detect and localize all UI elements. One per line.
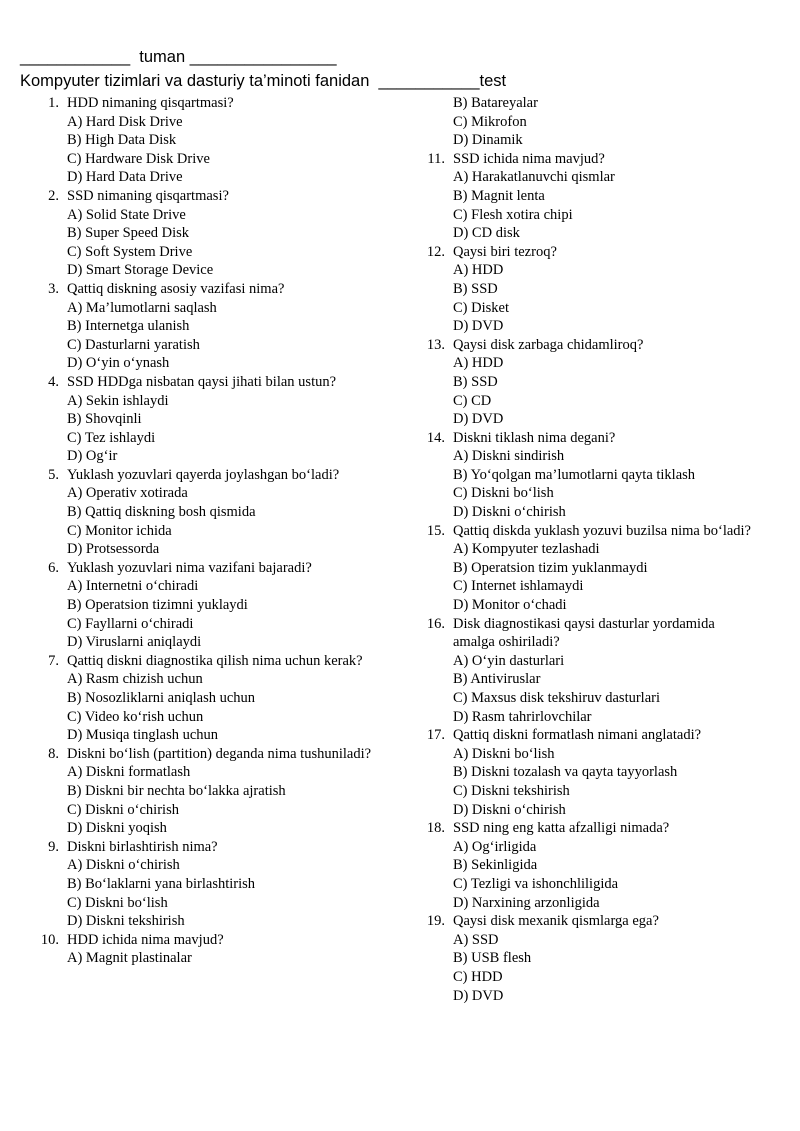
answer-option: C) Dasturlarni yaratish xyxy=(67,336,200,353)
answer-option: D) DVD xyxy=(453,987,504,1004)
question-number: 15. xyxy=(426,522,445,539)
question-text: SSD ning eng katta afzalligi nimada? xyxy=(453,820,670,837)
answer-option: D) DVD xyxy=(453,411,504,428)
question-text: Qaysi disk zarbaga chidamliroq? xyxy=(453,336,644,353)
question-item xyxy=(423,819,753,912)
answer-option: B) Antiviruslar xyxy=(453,671,541,688)
answer-option: B) Sekinligida xyxy=(453,857,538,874)
question-item xyxy=(423,522,753,615)
answer-option: D) Hard Data Drive xyxy=(67,169,183,186)
answer-option: B) Qattiq diskning bosh qismida xyxy=(67,504,256,521)
answer-option: C) CD xyxy=(453,392,492,409)
answer-option: B) Operatsion tizim yuklanmaydi xyxy=(453,559,648,576)
answer-option: A) HDD xyxy=(453,262,504,279)
question-number: 9. xyxy=(48,838,59,855)
answer-option: C) Diskni tekshirish xyxy=(453,782,570,799)
question-number: 18. xyxy=(426,820,445,837)
question-item xyxy=(37,559,397,652)
question-item xyxy=(423,615,753,727)
question-item xyxy=(423,912,753,1005)
question-text: Qaysi biri tezroq? xyxy=(453,243,557,260)
question-number: 19. xyxy=(426,913,445,930)
question-item xyxy=(423,243,753,336)
answer-option: D) O‘yin o‘ynash xyxy=(67,355,170,372)
question-number: 3. xyxy=(48,280,59,297)
answer-option: C) Monitor ichida xyxy=(67,522,172,539)
answer-option: B) Nosozliklarni aniqlash uchun xyxy=(67,690,256,706)
question-item xyxy=(37,466,397,559)
answer-option: B) Super Speed Disk xyxy=(67,225,190,242)
test-title: Kompyuter tizimlari va dasturiy ta’minoti fanidan ___________test xyxy=(20,72,507,90)
answer-option: A) O‘yin dasturlari xyxy=(453,652,565,669)
question-number: 5. xyxy=(48,466,59,483)
answer-option: C) Tezligi va ishonchliligida xyxy=(453,875,619,892)
question-number: 6. xyxy=(48,559,59,576)
question-number: 16. xyxy=(426,615,445,632)
answer-option: A) HDD xyxy=(453,355,504,372)
question-item xyxy=(37,838,397,931)
question-item xyxy=(37,931,397,968)
answer-option: B) SSD xyxy=(453,373,498,390)
question-item xyxy=(37,652,397,745)
answer-option: D) Rasm tahrirlovchilar xyxy=(453,708,592,725)
answer-option: B) Diskni bir nechta bo‘lakka ajratish xyxy=(67,782,286,799)
answer-option: A) Solid State Drive xyxy=(67,206,186,223)
left-column xyxy=(37,94,397,968)
question-10-continuation xyxy=(423,94,753,150)
question-text: SSD HDDga nisbatan qaysi jihati bilan ustun? xyxy=(67,373,337,390)
answer-option: D) Og‘ir xyxy=(67,448,118,465)
question-text: Qattiq diskning asosiy vazifasi nima? xyxy=(67,280,285,297)
answer-option: C) Video ko‘rish uchun xyxy=(67,708,204,725)
answer-option: A) Internetni o‘chiradi xyxy=(67,578,199,595)
question-number: 14. xyxy=(426,429,445,446)
question-number: 11. xyxy=(427,150,445,167)
answer-option: A) Operativ xotirada xyxy=(67,485,188,502)
answer-option: B) USB flesh xyxy=(453,950,532,967)
question-text: Yuklash yozuvlari nima vazifani bajaradi? xyxy=(67,559,312,576)
question-number: 1. xyxy=(48,95,59,111)
question-number: 12. xyxy=(426,243,445,260)
answer-option: C) Disket xyxy=(453,299,509,316)
answer-option: D) Diskni o‘chirish xyxy=(453,504,566,521)
question-item xyxy=(423,726,753,819)
question-text: Diskni tiklash nima degani? xyxy=(453,429,616,446)
question-item xyxy=(37,280,397,373)
question-item xyxy=(423,150,753,243)
question-text: Diskni bo‘lish (partition) deganda nima tushuniladi? xyxy=(67,745,372,762)
answer-option: C) Flesh xotira chipi xyxy=(453,206,573,223)
answer-option: B) Internetga ulanish xyxy=(67,318,190,335)
answer-option: B) Shovqinli xyxy=(67,411,142,428)
question-item xyxy=(37,373,397,466)
right-questions xyxy=(423,150,753,1005)
answer-option: C) Soft System Drive xyxy=(67,243,193,260)
answer-option: D) Musiqa tinglash uchun xyxy=(67,727,219,744)
answer-option: C) HDD xyxy=(453,968,503,985)
answer-option: D) Dinamik xyxy=(453,132,523,149)
answer-option: B) Magnit lenta xyxy=(453,187,545,204)
answer-option: C) Diskni bo‘lish xyxy=(67,894,168,911)
question-item xyxy=(37,745,397,838)
answer-option: C) Internet ishlamaydi xyxy=(453,578,584,595)
answer-option: A) Sekin ishlaydi xyxy=(67,392,169,409)
district-line: ____________ tuman ________________ xyxy=(20,48,337,66)
answer-option: D) Diskni o‘chirish xyxy=(453,801,566,818)
question-text: Qattiq diskni formatlash nimani anglatadi? xyxy=(453,727,702,744)
answer-option: A) Hard Disk Drive xyxy=(67,113,183,130)
answer-option: D) Diskni tekshirish xyxy=(67,913,185,930)
question-item xyxy=(37,94,397,187)
question-item xyxy=(37,187,397,280)
answer-option: A) Ma’lumotlarni saqlash xyxy=(67,299,217,316)
question-number: 2. xyxy=(48,187,59,204)
question-text: Disk diagnostikasi qaysi dasturlar yordamida amalga oshiriladi? xyxy=(453,615,715,651)
question-item xyxy=(423,429,753,522)
answer-option: B) Operatsion tizimni yuklaydi xyxy=(67,597,248,614)
answer-option: D) DVD xyxy=(453,318,504,335)
question-number: 8. xyxy=(48,745,59,762)
question-text: SSD nimaning qisqartmasi? xyxy=(67,187,229,204)
answer-option: A) Diskni sindirish xyxy=(453,448,565,465)
answer-option: C) Tez ishlaydi xyxy=(67,429,156,446)
question-text: Qattiq diskni diagnostika qilish nima uchun kerak? xyxy=(67,652,363,669)
answer-option: A) Magnit plastinalar xyxy=(67,950,192,967)
answer-option: A) Diskni formatlash xyxy=(67,764,191,781)
answer-option: A) Harakatlanuvchi qismlar xyxy=(453,169,615,186)
answer-option: C) Diskni o‘chirish xyxy=(67,801,179,818)
answer-option: D) Viruslarni aniqlaydi xyxy=(67,634,202,651)
question-text: Yuklash yozuvlari qayerda joylashgan bo‘ladi? xyxy=(67,466,340,483)
answer-option: B) Bo‘laklarni yana birlashtirish xyxy=(67,875,256,892)
question-text: Diskni birlashtirish nima? xyxy=(67,838,218,855)
question-number: 10. xyxy=(40,931,59,948)
answer-option: B) High Data Disk xyxy=(67,132,177,149)
answer-option: A) Diskni o‘chirish xyxy=(67,857,180,874)
answer-option: C) Hardware Disk Drive xyxy=(67,150,210,167)
answer-option: A) Diskni bo‘lish xyxy=(453,745,555,762)
answer-option: D) Narxining arzonligida xyxy=(453,894,600,911)
answer-option: C) Maxsus disk tekshiruv dasturlari xyxy=(453,690,661,706)
answer-option: D) Protsessorda xyxy=(67,541,160,558)
question-number: 4. xyxy=(48,373,59,390)
answer-option: D) Smart Storage Device xyxy=(67,262,214,279)
question-text: Qattiq diskda yuklash yozuvi buzilsa nima bo‘ladi? xyxy=(453,522,751,539)
right-column xyxy=(423,94,753,1005)
question-text: HDD ichida nima mavjud? xyxy=(67,931,224,948)
question-number: 13. xyxy=(426,336,445,353)
question-text: Qaysi disk mexanik qismlarga ega? xyxy=(453,913,659,930)
answer-option: B) SSD xyxy=(453,280,498,297)
answer-option: B) Batareyalar xyxy=(453,95,538,111)
answer-option: B) Diskni tozalash va qayta tayyorlash xyxy=(453,764,678,781)
question-number: 17. xyxy=(426,727,445,744)
answer-option: B) Yo‘qolgan ma’lumotlarni qayta tiklash xyxy=(453,466,696,483)
answer-option: A) SSD xyxy=(453,931,499,948)
answer-option: A) Og‘irligida xyxy=(453,838,537,855)
question-number: 7. xyxy=(48,652,59,669)
question-text: HDD nimaning qisqartmasi? xyxy=(67,95,234,111)
answer-option: C) Diskni bo‘lish xyxy=(453,485,554,502)
answer-option: C) Mikrofon xyxy=(453,113,527,130)
question-item xyxy=(423,336,753,429)
answer-option: D) Monitor o‘chadi xyxy=(453,597,567,614)
question-text: SSD ichida nima mavjud? xyxy=(453,150,605,167)
answer-option: A) Rasm chizish uchun xyxy=(67,671,203,688)
answer-option: A) Kompyuter tezlashadi xyxy=(453,541,600,558)
answer-option: D) CD disk xyxy=(453,225,520,242)
answer-option: C) Fayllarni o‘chiradi xyxy=(67,615,194,632)
answer-option: D) Diskni yoqish xyxy=(67,820,167,837)
